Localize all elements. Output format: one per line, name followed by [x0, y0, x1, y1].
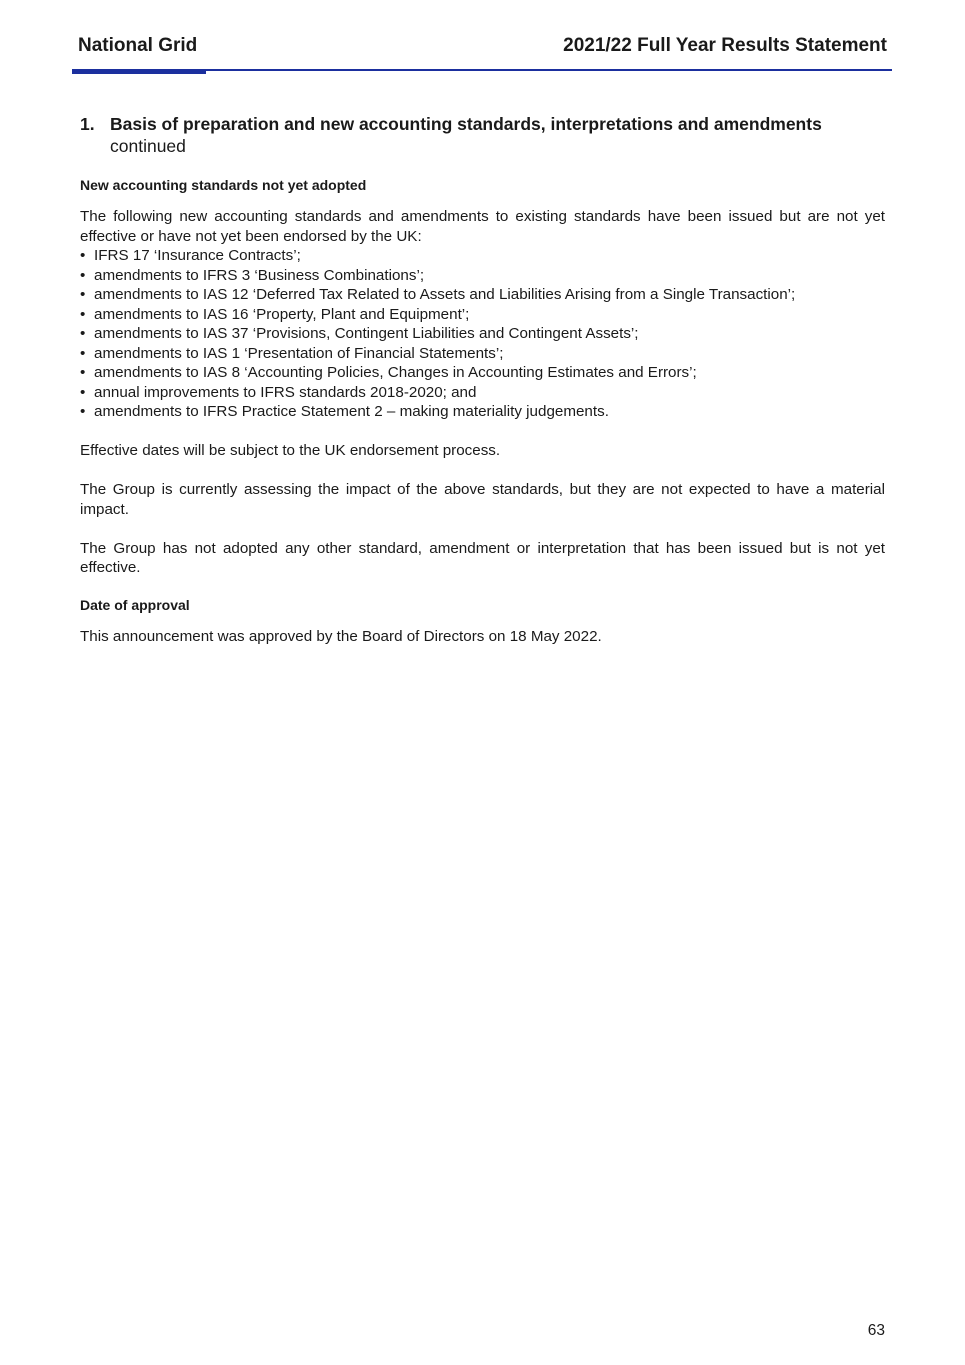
date-of-approval-heading: Date of approval — [80, 596, 190, 613]
document-title: 2021/22 Full Year Results Statement — [563, 35, 887, 56]
company-name: National Grid — [78, 35, 198, 56]
bullet-icon: • — [80, 364, 86, 381]
page-number: 63 — [867, 1322, 885, 1339]
list-item-text: amendments to IAS 8 ‘Accounting Policies, Changes in Accounting Estimates and Errors’; — [94, 364, 697, 381]
list-item-text: amendments to IFRS 3 ‘Business Combinations’; — [94, 266, 425, 284]
section-title-block — [110, 114, 885, 157]
page-content — [80, 114, 885, 646]
list-item-text: IFRS 17 ‘Insurance Contracts’; — [94, 247, 301, 264]
bullet-icon: • — [80, 383, 86, 401]
section-number: 1. — [80, 114, 95, 134]
page-header — [72, 0, 892, 74]
section-continued-label: continued — [110, 135, 186, 156]
list-item-text: amendments to IAS 37 ‘Provisions, Contingent Liabilities and Contingent Assets’; — [94, 325, 639, 342]
not-adopted-paragraph: The Group has not adopted any other standard, amendment or interpretation that has been issued but is not yet effective. — [80, 539, 885, 576]
new-standards-heading: New accounting standards not yet adopted — [80, 177, 367, 193]
list-item — [80, 324, 885, 344]
list-item — [80, 402, 885, 422]
section-title: Basis of preparation and new accounting standards, interpretations and amendments — [110, 114, 822, 134]
impact-paragraph: The Group is currently assessing the impact of the above standards, but they are not expected to have a material impact. — [80, 481, 885, 518]
list-item-text: amendments to IAS 16 ‘Property, Plant and Equipment’; — [94, 305, 470, 323]
list-item — [80, 363, 885, 383]
effective-dates-paragraph: Effective dates will be subject to the UK endorsement process. — [80, 442, 501, 459]
section-heading — [80, 114, 885, 157]
header-rule-accent — [72, 69, 206, 74]
bullet-icon: • — [80, 266, 86, 284]
new-standards-intro: The following new accounting standards and amendments to existing standards have been issued but are not yet effective or have not yet been endorsed by the UK: — [80, 208, 885, 245]
list-item — [80, 266, 885, 286]
bullet-icon: • — [80, 325, 86, 342]
standards-list — [80, 246, 885, 422]
list-item — [80, 383, 885, 403]
list-item — [80, 246, 885, 266]
list-item-text: amendments to IFRS Practice Statement 2 – making materiality judgements. — [94, 403, 609, 420]
bullet-icon: • — [80, 403, 86, 420]
list-item-text: amendments to IAS 1 ‘Presentation of Financial Statements’; — [94, 344, 504, 362]
list-item-text: amendments to IAS 12 ‘Deferred Tax Related to Assets and Liabilities Arising from a Single Transaction’; — [94, 286, 796, 303]
bullet-icon: • — [80, 247, 86, 264]
bullet-icon: • — [80, 305, 86, 323]
approval-paragraph: This announcement was approved by the Board of Directors on 18 May 2022. — [80, 627, 602, 645]
bullet-icon: • — [80, 286, 86, 303]
list-item — [80, 344, 885, 364]
list-item — [80, 305, 885, 325]
list-item-text: annual improvements to IFRS standards 2018-2020; and — [94, 383, 477, 401]
bullet-icon: • — [80, 344, 86, 362]
list-item — [80, 285, 885, 305]
